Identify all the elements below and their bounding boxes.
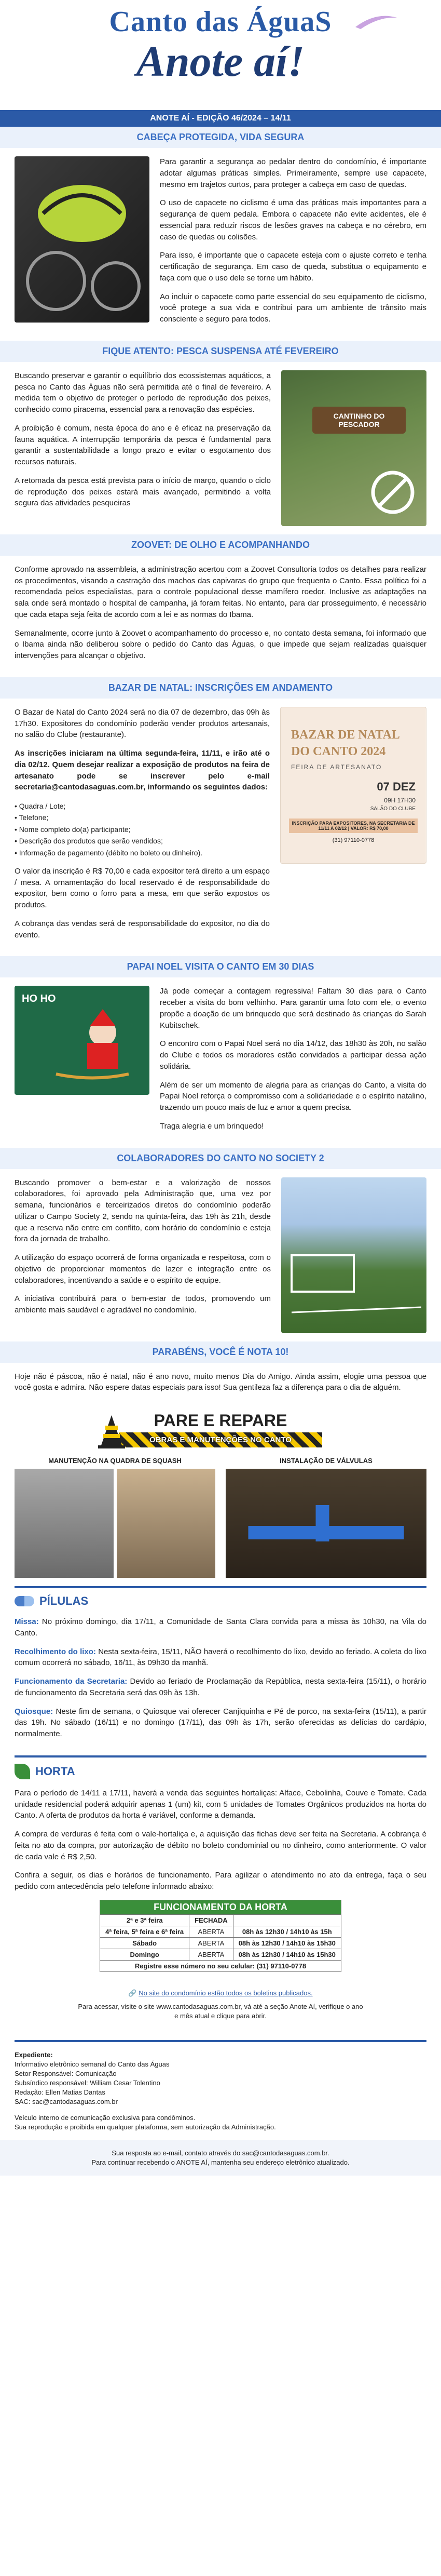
info-icon: 🔗 xyxy=(128,1989,139,1997)
capacete-paragraph-2: O uso de capacete no ciclismo é uma das práticas mais importantes para a segurança de quem pedala. Embora o capacete não evite acidentes, ele é essencial para reduzir riscos de lesões graves na cabeça e no cérebro, em caso de quedas ou colisões. xyxy=(160,198,426,242)
horta-schedule-table xyxy=(100,1900,341,1972)
expediente-title: Expediente: xyxy=(15,2050,53,2059)
expediente-line: Redação: Ellen Matias Dantas xyxy=(15,2088,105,2097)
capacete-paragraph-1: Para garantir a segurança ao pedalar dentro do condomínio, é importante adotar algumas práticas simples. Primeiramente, sempre use capacete, mesmo em trajetos curtos, para proteger a cabeça em caso de quedas. xyxy=(160,157,426,189)
fishing-sign-photo xyxy=(281,370,426,526)
society-paragraph-2: A utilização do espaço ocorrerá de forma organizada e respeitosa, com o objetivo de proporcionar momentos de lazer e integração entre os colaboradores, incentivando a saúde e o espírito de equipe. xyxy=(15,1253,271,1285)
noel-paragraph-4: Traga alegria e um brinquedo! xyxy=(160,1121,264,1131)
pipe-icon xyxy=(226,1469,426,1578)
bazar-required-list xyxy=(15,800,270,858)
soccer-goal-icon xyxy=(281,1177,426,1333)
site-note-link[interactable]: No site do condomínio estão todos os boletins publicados. xyxy=(139,1989,313,1997)
table-row: 4ª feira, 5ª feira e 6ª feira ABERTA 08h às 12h30 / 14h10 às 15h xyxy=(100,1926,341,1937)
section-reparo xyxy=(0,1409,441,1586)
helmet-icon xyxy=(15,156,149,323)
expediente-line: Setor Responsável: Comunicação xyxy=(15,2069,117,2077)
footer xyxy=(0,1980,441,2040)
capacete-paragraph-3: Para isso, é importante que o capacete esteja com o ajuste correto e tenha certificação de segurança. Em caso de queda, substitua o equipamento e faça com que o uso dele se torne um hábito. xyxy=(160,251,426,283)
pilulas-title: PÍLULAS xyxy=(39,1594,89,1608)
valves-photo xyxy=(226,1469,426,1578)
section-pesca xyxy=(0,362,441,534)
pilula-quiosque: Quiosque: Neste fim de semana, o Quiosque vai oferecer Canjiquinha e Pé de porco, na sexta-feira (15/11), a partir das 19h. No sábado (16/11) e no domingo (17/11), das 09h às 17h, serão oferecidas as delícias do cardápio, normalmente. xyxy=(15,1707,426,1739)
pilulas-header xyxy=(0,1588,441,1614)
contact-line-1: Sua resposta ao e-mail, contato através do sac@cantodasaguas.com.br. xyxy=(112,2149,329,2157)
pilula-missa: Missa: No próximo domingo, dia 17/11, a Comunidade de Santa Clara convida para a missa às 10h30, na Vila do Canto. xyxy=(15,1617,426,1638)
flyer-time: 09H 17H30 xyxy=(384,796,416,804)
section-capacete xyxy=(0,148,441,341)
noel-paragraph-3: Além de ser um momento de alegria para as crianças do Canto, a visita do Papai Noel reforça o compromisso com a solidariedade e o espírito natalino, trazendo um pouco mais de luz e amor a quem precisa. xyxy=(160,1080,426,1112)
zoovet-paragraph-2: Semanalmente, ocorre junto à Zoovet o acompanhamento do processo e, no contato desta semana, foi informado que o Ibama ainda não deliberou sobre o pedido do Canto das Águas, o que impede que sejam realizadas quaisquer intervenções para alcançar o objetivo. xyxy=(15,628,426,660)
bazar-paragraph-3: O valor da inscrição é R$ 70,00 e cada expositor terá direito a um espaço / mesa. A ornamentação do local reservado é de responsabilidade do expositor, bem como o forro para a mesa, em que serão expostos os produtos. xyxy=(15,866,270,910)
list-item: • Nome completo do(a) participante; xyxy=(15,825,131,834)
table-row: 2ª e 3ª feira FECHADA xyxy=(100,1914,341,1926)
section-title-bazar: BAZAR DE NATAL: INSCRIÇÕES EM ANDAMENTO xyxy=(0,677,441,699)
logo-anote-ai: Anote aí! xyxy=(136,37,305,86)
capacete-paragraph-4: Ao incluir o capacete como parte essencial do seu equipamento de ciclismo, você protege a sua vida e contribui para um ambiente de trânsito mais consciente e seguro para todos. xyxy=(160,292,426,324)
table-row: Domingo ABERTA 08h às 12h30 / 14h10 às 15h30 xyxy=(100,1949,341,1960)
section-horta xyxy=(0,1786,441,1980)
bazar-flyer xyxy=(280,707,426,864)
table-title: FUNCIONAMENTO DA HORTA xyxy=(100,1900,341,1914)
hoho-text: HO HO xyxy=(22,993,56,1005)
flyer-subtitle: FEIRA DE ARTESANATO xyxy=(291,763,382,771)
legal-line-2: Sua reprodução e proibida em qualquer plataforma, sem autorização da Administração. xyxy=(15,2123,276,2131)
expediente-line: Subsíndico responsável: William Cesar Tolentino xyxy=(15,2079,160,2087)
section-noel xyxy=(0,977,441,1147)
flyer-place: SALÃO DO CLUBE xyxy=(370,806,416,812)
horta-paragraph-1: Para o período de 14/11 a 17/11, haverá a venda das seguintes hortaliças: Alface, Cebolinha, Couve e Tomate. Cada unidade residencial poderá adquirir apenas 1 (um) kit, com 5 unidades de Tomates Orgânicos produzidos na horta do Canto. A oferta de produtos da horta é variável, conforme a demanda. xyxy=(15,1788,426,1820)
section-title-pesca: FIQUE ATENTO: PESCA SUSPENSA ATÉ FEVEREIRO xyxy=(0,341,441,362)
leaf-icon xyxy=(15,1764,30,1779)
list-item: • Informação de pagamento (débito no boleto ou dinheiro). xyxy=(15,848,203,857)
section-parabens xyxy=(0,1363,441,1410)
reparo-banner xyxy=(96,1411,345,1447)
horta-paragraph-3: Confira a seguir, os dias e horários de funcionamento. Para agilizar o atendimento no ato da entrega, faça o seu pedido com antecedência pelo telefone informado abaixo: xyxy=(15,1871,426,1891)
noel-paragraph-2: O encontro com o Papai Noel será no dia 14/12, das 18h30 às 20h, no salão do Clube e todos os moradores estão convidados a participar dessa ação solidária. xyxy=(160,1039,426,1071)
section-title-capacete: CABEÇA PROTEGIDA, VIDA SEGURA xyxy=(0,127,441,148)
soccer-field-photo xyxy=(281,1177,426,1333)
reparo-banner-title: PARE E REPARE xyxy=(154,1411,287,1430)
zoovet-paragraph-1: Conforme aprovado na assembleia, a administração acertou com a Zoovet Consultoria todos os detalhes para realizar os procedimentos, visando a castração dos machos das capivaras do grupo que frequenta o Canto. Essa política foi a recomendada pelos especialistas, para o controle populacional desse mamífero roedor. Inclusive as adaptações na sala onde será montado o hospital de campanha, já foram feitas. No entanto, para dar prosseguimento, é necessário que cada etapa seja feita de acordo com a lei e as normas do Ibama. xyxy=(15,565,426,619)
pesca-paragraph-3: A retomada da pesca está prevista para o início de março, quando o ciclo de reprodução dos peixes estará mais avançado, permitindo a volta segura das atividades pesqueiras xyxy=(15,476,271,508)
horta-header xyxy=(0,1757,441,1786)
caption-squash: MANUTENÇÃO NA QUADRA DE SQUASH xyxy=(48,1457,182,1465)
legal-line-1: Veículo interno de comunicação exclusiva para condôminos. xyxy=(15,2113,196,2122)
santa-illustration xyxy=(15,986,149,1095)
noel-paragraph-1: Já pode começar a contagem regressiva! Faltam 30 dias para o Canto receber a visita do bom velhinho. Para garantir uma foto com ele, o evento propõe a doação de um brinquedo que será destinado às crianças do Sarah Kubitschek. xyxy=(160,987,426,1030)
flyer-date: 07 DEZ xyxy=(377,780,416,793)
section-title-parabens: PARABÉNS, VOCÊ É NOTA 10! xyxy=(0,1341,441,1363)
bazar-paragraph-2: As inscrições iniciaram na última segunda-feira, 11/11, e irão até o dia 02/12. Quem desejar realizar a exposição de produtos na feira de artesanato pode se inscrever pelo e-mail secretaria@cantodasaguas.com.br, informando os seguintes dados: xyxy=(15,749,270,792)
bazar-paragraph-4: A cobrança das vendas será de responsabilidade do expositor, no dia do evento. xyxy=(15,919,270,940)
society-paragraph-1: Buscando promover o bem-estar e a valorização de nossos colaboradores, foi aprovado pela Administração que, uma vez por semana, funcionários e terceirizados diretos do condomínio poderão utilizar o Campo Society 2, sendo na quinta-feira, das 19h às 21h, desde que a reserva não entre em conflito, com horário do condomínio e esteja fora da jornada de trabalho. xyxy=(15,1178,271,1244)
expediente xyxy=(0,2042,441,2141)
section-title-society: COLABORADORES DO CANTO NO SOCIETY 2 xyxy=(0,1148,441,1169)
flyer-title-2: DO CANTO 2024 xyxy=(291,744,386,758)
section-society xyxy=(0,1169,441,1341)
table-footer: Registre esse número no seu celular: (31) 97110-0778 xyxy=(100,1960,341,1971)
squash-photo-2 xyxy=(117,1469,216,1578)
caption-valvulas: INSTALAÇÃO DE VÁLVULAS xyxy=(280,1457,373,1465)
society-paragraph-3: A iniciativa contribuirá para o bem-estar de todos, promovendo um ambiente mais saudável e agradável no condomínio. xyxy=(15,1294,271,1315)
logo-canto-das-aguas: Canto das ÁguaS xyxy=(109,6,332,38)
table-row: Sábado ABERTA 08h às 12h30 / 14h10 às 15h30 xyxy=(100,1937,341,1949)
parabens-paragraph: Hoje não é páscoa, não é natal, não é ano novo, muito menos Dia do Amigo. Ainda assim, elogie uma pessoa que você gosta e admira. Não espere datas especiais para isso! Sua gentileza faz a diferença para o dia de alguém. xyxy=(15,1372,426,1392)
site-note xyxy=(15,1989,426,1998)
squash-photo-1 xyxy=(15,1469,114,1578)
pilula-secretaria: Funcionamento da Secretaria: Devido ao feriado de Proclamação da República, nesta sexta-feira (15/11), o horário de funcionamento da Secretaria será das 09h às 13h. xyxy=(15,1677,426,1697)
edition-band: ANOTE AÍ - EDIÇÃO 46/2024 – 14/11 xyxy=(0,110,441,127)
pesca-paragraph-1: Buscando preservar e garantir o equilíbrio dos ecossistemas aquáticos, a pesca no Canto das Águas não será permitida até o final de fevereiro. A medida tem o objetivo de proteger o período de reprodução dos peixes, conhecido como piracema, essencial para a renovação das espécies. xyxy=(15,371,271,414)
flyer-info: INSCRIÇÃO PARA EXPOSITORES, NA SECRETARIA DE 11/11 A 02/12 | VALOR: R$ 70,00 xyxy=(289,819,418,833)
expediente-line: Informativo eletrônico semanal do Canto das Águas xyxy=(15,2060,170,2068)
horta-title: HORTA xyxy=(35,1764,75,1778)
list-item: • Telefone; xyxy=(15,813,49,822)
horta-paragraph-2: A compra de verduras é feita com o vale-hortaliça e, a aquisição das fichas deve ser feita na Secretaria. A cobrança é feita no ato da compra, por autorização de débito no boleto condominial ou no dinheiro, como anteriormente. O valor de cada vale é R$ 2,50. xyxy=(15,1830,426,1861)
pill-icon xyxy=(15,1596,34,1606)
site-access: Para acessar, visite o site www.cantodasaguas.com.br, vá até a seção Anote Aí, verifique o ano e mês atual e clique para abrir. xyxy=(78,2003,363,2020)
section-title-zoovet: ZOOVET: DE OLHO E ACOMPANHANDO xyxy=(0,534,441,556)
pesca-paragraph-2: A proibição é comum, nesta época do ano e é eficaz na preservação da fauna aquática. A interrupção temporária da pesca é fundamental para garantir a sustentabilidade a longo prazo e evitar o esgotamento dos recursos naturais. xyxy=(15,423,271,466)
section-bazar xyxy=(0,699,441,957)
bazar-paragraph-1: O Bazar de Natal do Canto 2024 será no dia 07 de dezembro, das 09h às 17h30. Expositores do condomínio poderão vender produtos artesanais, no salão do Clube (restaurante). xyxy=(15,707,270,740)
contact-block xyxy=(0,2140,441,2176)
list-item: • Descrição dos produtos que serão vendidos; xyxy=(15,837,163,846)
flyer-title-1: BAZAR DE NATAL xyxy=(291,728,400,742)
cyclist-helmet-photo xyxy=(15,156,149,323)
newsletter-header xyxy=(0,0,441,110)
list-item: • Quadra / Lote; xyxy=(15,802,66,810)
traffic-cone-icon xyxy=(96,1413,127,1450)
contact-line-2: Para continuar recebendo o ANOTE AÍ, mantenha seu endereço eletrônico atualizado. xyxy=(91,2158,350,2167)
section-title-noel: PAPAI NOEL VISITA O CANTO EM 30 DIAS xyxy=(0,956,441,977)
reparo-banner-subtitle: OBRAS E MANUTENÇÕES NO CANTO xyxy=(119,1432,322,1447)
swoosh-logo-icon xyxy=(353,11,399,32)
section-zoovet xyxy=(0,556,441,677)
flyer-phone: (31) 97110-0778 xyxy=(332,837,375,843)
pilula-lixo: Recolhimento do lixo: Nesta sexta-feira, 15/11, NÃO haverá o recolhimento do lixo, devido ao feriado. A coleta do lixo comum ocorrerá no sábado, 16/11, às 09h30 da manhã. xyxy=(15,1647,426,1668)
section-pilulas xyxy=(0,1614,441,1755)
expediente-line: SAC: sac@cantodasaguas.com.br xyxy=(15,2098,118,2106)
prohibited-icon xyxy=(369,469,416,516)
fishing-sign: CANTINHO DO PESCADOR xyxy=(312,407,406,434)
